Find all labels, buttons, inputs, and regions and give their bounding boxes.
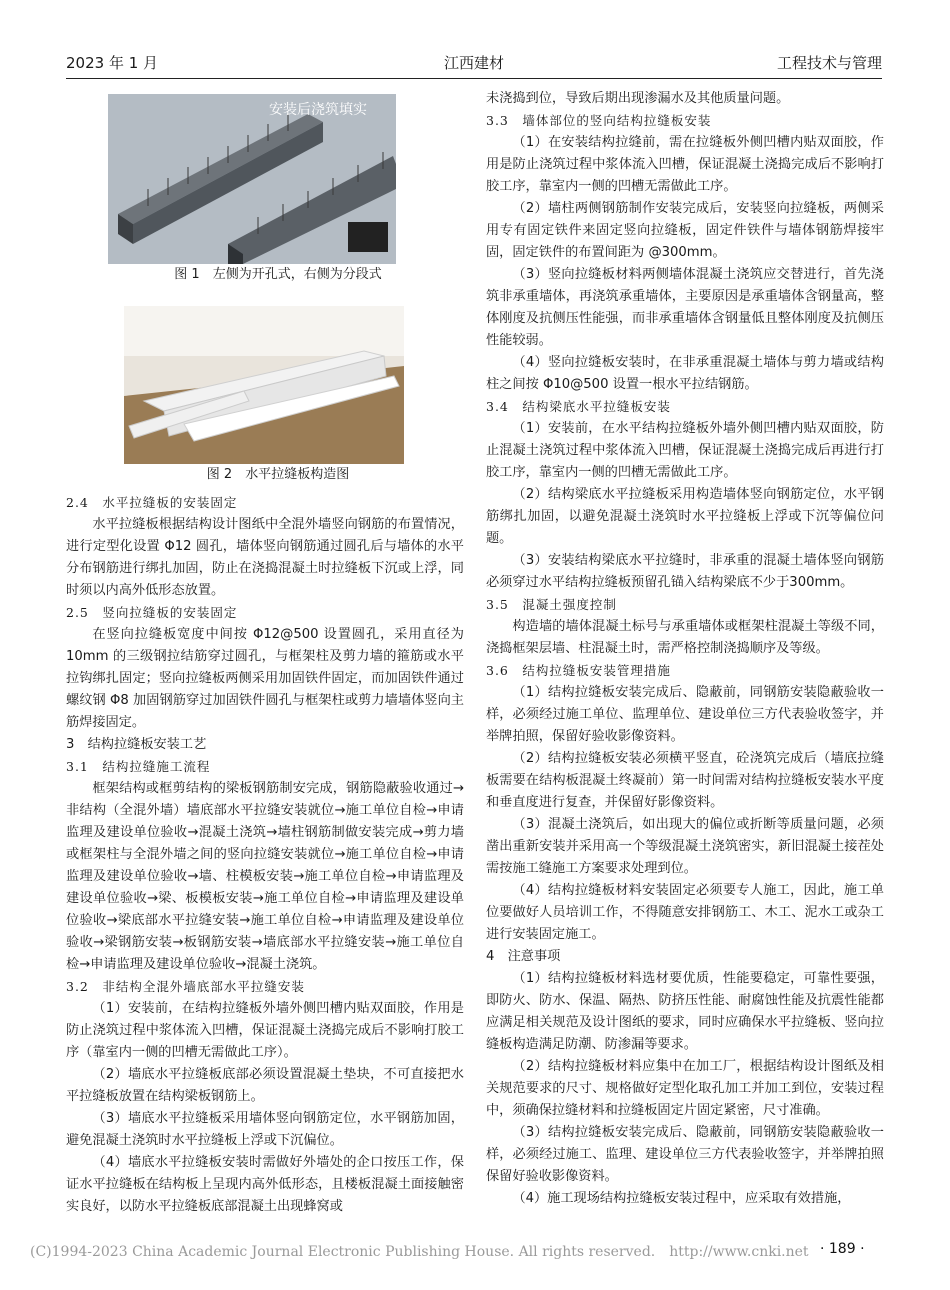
copyright-footer: (C)1994-2023 China Academic Journal Electronic Publishing House. All rights reserved. http://www.cnki.net xyxy=(30,1244,809,1260)
heading-3-1: 3.1 结构拉缝施工流程 xyxy=(66,759,211,774)
paragraph-4-4: （4）施工现场结构拉缝板安装过程中，应采取有效措施， xyxy=(512,1191,851,1206)
heading-3-6: 3.6 结构拉缝板安装管理措施 xyxy=(486,663,671,678)
figure-1-illustration xyxy=(108,94,396,264)
paragraph-3-6-2: （2）结构拉缝板安装必须横平竖直，砼浇筑完成后（墙底拉缝板需要在结构板混凝土终凝前）第一时间需对结构拉缝板安装水平度和垂直度进行复查，并保留好影像资料。 xyxy=(486,751,884,810)
header-journal: 江西建材 xyxy=(443,54,504,72)
page-number: · 189 · xyxy=(820,1241,865,1257)
heading-2-4: 2.4 水平拉缝板的安装固定 xyxy=(66,495,238,510)
paragraph-3-3-2: （2）墙柱两侧钢筋制作安装完成后，安装竖向拉缝板，两侧采用专有固定铁件来固定竖向拉缝板，固定件铁件与墙体钢筋焊接牢固，固定铁件的布置间距为 @300mm。 xyxy=(486,201,884,260)
paragraph-4-2: （2）结构拉缝板材料应集中在加工厂，根据结构设计图纸及相关规范要求的尺寸、规格做好定型化取孔加工并加工到位，安装过程中，须确保拉缝材料和拉缝板固定片固定紧密，尺寸准确。 xyxy=(486,1059,884,1118)
heading-3-3: 3.3 墙体部位的竖向结构拉缝板安装 xyxy=(486,113,712,128)
paragraph-2-5: 在竖向拉缝板宽度中间按 Φ12@500 设置圆孔，采用直径为 10mm 的三级钢拉结筋穿过圆孔，与框架柱及剪力墙的箍筋或水平拉钩绑扎固定；竖向拉缝板两侧采用加固铁件固定，而加固铁件通过螺纹钢 Φ8 加固钢筋穿过加固铁件圆孔与框架柱或剪力墙墙体竖向主筋焊接固定。 xyxy=(66,627,464,730)
page-header xyxy=(66,0,882,80)
paragraph-4-3: （3）结构拉缝板安装完成后、隐蔽前，同钢筋安装隐蔽验收一样，必须经过施工、监理、建设单位三方代表验收签字，并举牌拍照保留好验收影像资料。 xyxy=(486,1125,884,1184)
header-rule xyxy=(66,78,882,79)
heading-3-4: 3.4 结构梁底水平拉缝板安装 xyxy=(486,399,671,414)
paragraph-2-4: 水平拉缝板根据结构设计图纸中全混外墙竖向钢筋的布置情况，进行定型化设置 Φ12 圆孔，墙体竖向钢筋通过圆孔后与墙体的水平分布钢筋进行绑扎加固，防止在浇捣混凝土时拉缝板下沉或上浮，同时须以内高外低形态放置。 xyxy=(66,517,464,598)
paragraph-4-1: （1）结构拉缝板材料选材要优质，性能要稳定，可靠性要强，即防火、防水、保温、隔热、防挤压性能、耐腐蚀性能及抗震性能都应满足相关规范及设计图纸的要求，同时应确保水平拉缝板、竖向拉缝板构造满足防潮、防渗漏等要求。 xyxy=(486,971,884,1052)
heading-4: 4 注意事项 xyxy=(486,949,561,964)
left-column xyxy=(66,88,464,1218)
header-date: 2023 年 1 月 xyxy=(66,54,159,72)
figure-1-image xyxy=(108,94,396,264)
figure-2-caption: 图 2 水平拉缝板构造图 xyxy=(206,467,350,482)
paragraph-3-2-4: （4）墙底水平拉缝板安装时需做好外墙处的企口按压工作，保证水平拉缝板在结构板上呈现内高外低形态，且楼板混凝土面接触密实良好，以防水平拉缝板底部混凝土出现蜂窝或 xyxy=(66,1155,464,1214)
header-section: 工程技术与管理 xyxy=(776,54,882,72)
figure-2-illustration xyxy=(124,306,404,464)
paragraph-3-2-2: （2）墙底水平拉缝板底部必须设置混凝土垫块，不可直接把水平拉缝板放置在结构梁板钢筋上。 xyxy=(66,1067,464,1104)
paragraph-3-1: 框架结构或框剪结构的梁板钢筋制安完成，钢筋隐蔽验收通过→非结构（全混外墙）墙底部水平拉缝安装就位→施工单位自检→申请监理及建设单位验收→混凝土浇筑→墙柱钢筋制做安装完成→剪力墙或框架柱与全混外墙之间的竖向拉缝安装就位→施工单位自检→申请监理及建设单位验收→墙、柱模板安装→施工单位自检→申请监理及建设单位验收→梁、板模板安装→施工单位自检→申请监理及建设单位验收→梁底部水平拉缝安装→施工单位自检→申请监理及建设单位验收→梁钢筋安装→板钢筋安装→墙底部水平拉缝安装→施工单位自检→申请监理及建设单位验收→混凝土浇筑。 xyxy=(66,781,464,972)
paragraph-3-6-4: （4）结构拉缝板材料安装固定必须要专人施工，因此，施工单位要做好人员培训工作，不得随意安排钢筋工、木工、泥水工或杂工进行安装固定施工。 xyxy=(486,883,884,942)
paragraph-3-4-2: （2）结构梁底水平拉缝板采用构造墙体竖向钢筋定位，水平钢筋绑扎加固，以避免混凝土浇筑时水平拉缝板上浮或下沉等偏位问题。 xyxy=(486,487,884,546)
paragraph-3-3-4: （4）竖向拉缝板安装时，在非承重混凝土墙体与剪力墙或结构柱之间按 Φ10@500 设置一根水平拉结钢筋。 xyxy=(486,355,884,392)
figure-1-overlay-text: 安装后浇筑填实 xyxy=(269,102,367,118)
heading-3-2: 3.2 非结构全混外墙底部水平拉缝安装 xyxy=(66,979,305,994)
heading-3: 3 结构拉缝板安装工艺 xyxy=(66,737,207,752)
paragraph-continued: 未浇捣到位，导致后期出现渗漏水及其他质量问题。 xyxy=(486,91,790,106)
paragraph-3-2-1: （1）安装前，在结构拉缝板外墙外侧凹槽内贴双面胶，作用是防止浇筑过程中浆体流入凹槽，保证混凝土浇捣完成后不影响打胶工序（靠室内一侧的凹槽无需做此工序）。 xyxy=(66,1001,464,1060)
heading-3-5: 3.5 混凝土强度控制 xyxy=(486,597,617,612)
paragraph-3-6-3: （3）混凝土浇筑后，如出现大的偏位或折断等质量问题，必须凿出重新安装并采用高一个等级混凝土浇筑密实，新旧混凝土接茬处需按施工缝施工方案要求处理到位。 xyxy=(486,817,884,876)
paragraph-3-4-1: （1）安装前，在水平结构拉缝板外墙外侧凹槽内贴双面胶，防止混凝土浇筑过程中浆体流入凹槽，保证混凝土浇捣完成后再进行打胶工序，靠室内一侧的凹槽无需做此工序。 xyxy=(486,421,884,480)
right-column xyxy=(486,88,884,1210)
paragraph-3-5-1: 构造墙的墙体混凝土标号与承重墙体或框架柱混凝土等级不同，浇捣框架层墙、柱混凝土时，需严格控制浇捣顺序及等级。 xyxy=(486,619,884,656)
paragraph-3-4-3: （3）安装结构梁底水平拉缝时，非承重的混凝土墙体竖向钢筋必须穿过水平结构拉缝板预留孔锚入结构梁底不少于300mm。 xyxy=(486,553,884,590)
paragraph-3-3-1: （1）在安装结构拉缝前，需在拉缝板外侧凹槽内贴双面胶，作用是防止浇筑过程中浆体流入凹槽，保证混凝土浇捣完成后不影响打胶工序，靠室内一侧的凹槽无需做此工序。 xyxy=(486,135,884,194)
paragraph-3-2-3: （3）墙底水平拉缝板采用墙体竖向钢筋定位，水平钢筋加固，避免混凝土浇筑时水平拉缝板上浮或下沉偏位。 xyxy=(66,1111,464,1148)
figure-1-caption: 图 1 左侧为开孔式，右侧为分段式 xyxy=(174,267,382,282)
figure-2-image xyxy=(124,306,404,464)
heading-2-5: 2.5 竖向拉缝板的安装固定 xyxy=(66,605,238,620)
paragraph-3-3-3: （3）竖向拉缝板材料两侧墙体混凝土浇筑应交替进行，首先浇筑非承重墙体，再浇筑承重墙体，主要原因是承重墙体含钢量高，整体刚度及抗侧压性能强，而非承重墙体含钢量低且整体刚度及抗侧压性能较弱。 xyxy=(486,267,884,348)
paragraph-3-6-1: （1）结构拉缝板安装完成后、隐蔽前，同钢筋安装隐蔽验收一样，必须经过施工单位、监理单位、建设单位三方代表验收签字，并举牌拍照，保留好验收影像资料。 xyxy=(486,685,884,744)
